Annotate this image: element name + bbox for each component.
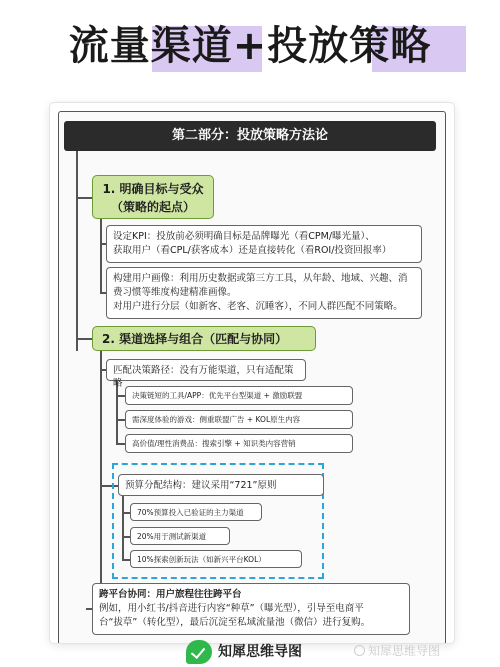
budget-item: 20%用于测试新渠道 (130, 527, 230, 545)
persona-line: 费习惯等维度构建精准画像。 (113, 287, 237, 298)
step2-node: 2. 渠道选择与组合（匹配与协同） (92, 326, 316, 351)
connector-line (116, 381, 118, 444)
mindmap-card (50, 103, 454, 643)
kpi-box (106, 225, 422, 263)
step1-subtitle: （策略的起点） (110, 200, 195, 214)
persona-line: 构建用户画像：利用历史数据或第三方工具，从年龄、地域、兴趣、消 (113, 273, 408, 284)
section-header: 第二部分：投放策略方法论 (64, 121, 436, 151)
connector-line (100, 351, 102, 609)
match-item: 高价值/理性消费品：搜索引擎 + 知识类内容营销 (125, 434, 353, 453)
budget-item: 10%探索创新玩法（如新兴平台KOL） (130, 550, 302, 568)
step1-title: 1. 明确目标与受众 (102, 182, 204, 196)
brand-logo-icon (186, 640, 212, 664)
budget-box: 预算分配结构：建议采用“721”原则 (118, 474, 324, 496)
persona-box (106, 267, 422, 319)
connector-line (76, 151, 78, 351)
page-title: 流量渠道+投放策略 (68, 23, 432, 69)
connector-line (116, 443, 125, 445)
budget-item: 70%预算投入已验证的主力渠道 (130, 503, 262, 521)
kpi-line: 设定KPI：投放前必须明确目标是品牌曝光（看CPM/曝光量）、 (113, 231, 375, 242)
title-area (0, 0, 500, 92)
cross-line: 台“拔草”（转化型），最后沉淀至私域流量池（微信）进行复购。 (99, 617, 371, 628)
cross-line: 例如，用小红书/抖音进行内容“种草”（曝光型），引导至电商平 (99, 603, 364, 614)
connector-line (116, 395, 125, 397)
brand-name: 知犀思维导图 (218, 644, 302, 660)
user-icon (354, 645, 365, 656)
step1-node (92, 175, 214, 219)
connector-line (116, 419, 125, 421)
kpi-line: 获取用户（看CPL/获客成本）还是直接转化（看ROI/投资回报率） (113, 245, 392, 256)
match-path-box: 匹配决策路径：没有万能渠道，只有适配策略 (106, 359, 306, 381)
persona-line: 对用户进行分层（如新客、老客、沉睡客），不同人群匹配不同策略。 (113, 301, 403, 312)
match-item: 决策链短的工具/APP：优先平台型渠道 + 激励联盟 (125, 386, 353, 405)
match-item: 需深度体验的游戏：侧重联盟广告 + KOL原生内容 (125, 410, 353, 429)
connector-line (76, 338, 92, 340)
cross-platform-box (92, 583, 410, 635)
connector-line (100, 219, 102, 293)
watermark (354, 642, 440, 660)
connector-line (76, 197, 92, 199)
watermark-text: 知犀思维导图 (368, 644, 441, 658)
cross-line: 跨平台协同：用户旅程往往跨平台 (99, 589, 242, 600)
